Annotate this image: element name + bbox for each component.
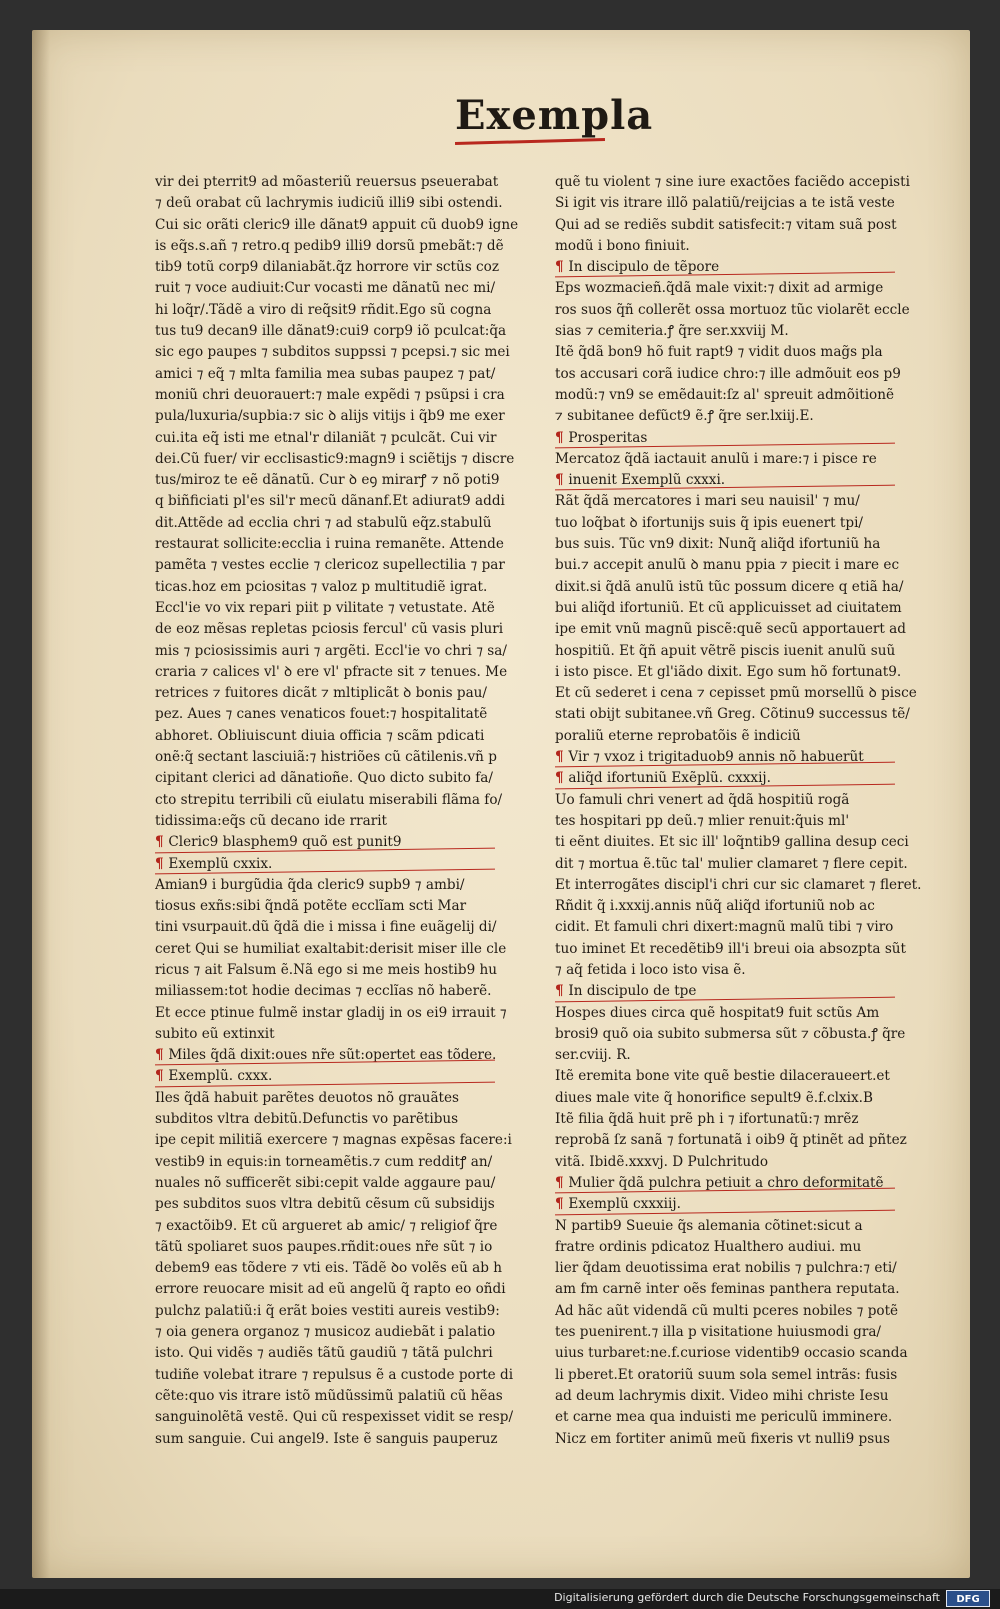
body-text: q biñficiati pl'es sil'r mecũ dãnanf.Et adiurat9 addi	[155, 493, 505, 510]
body-text: sic ego paupes ⁊ subditos suppssi ⁊ pcepsi.⁊ sic mei	[155, 344, 510, 361]
body-text: craria ⁊ calices vl' ꝺ ere vl' pfracte sit ⁊ tenues. Me	[155, 663, 508, 680]
text-line	[555, 726, 950, 747]
text-line	[155, 1258, 535, 1279]
body-text: tiosus exñs:sibi q̃ndã potẽte ecclĩam scti Mar	[155, 898, 467, 915]
body-text: dei.Cũ fuer/ vir ecclisastic9:magn9 i sciẽtijs ⁊ discre	[155, 450, 515, 467]
text-line	[555, 555, 950, 576]
text-line	[555, 1301, 950, 1322]
text-line	[155, 278, 535, 299]
body-text: retrices ⁊ fuitores dicãt ⁊ mltiplicãt ꝺ bonis pau/	[155, 685, 488, 702]
body-text: Uo famuli chri venert ad q̃dã hospitiũ rogã	[555, 791, 850, 808]
body-text: poraliũ eterne reprobatõis ẽ indiciũ	[555, 727, 801, 744]
body-text: reprobã ſz sanã ⁊ fortunatã i oib9 q̃ ptinẽt ad pñtez	[555, 1132, 907, 1149]
text-line	[155, 1386, 535, 1407]
body-text: Si igit vis itrare illõ palatiũ/reijcias a te istã veste	[555, 195, 895, 212]
text-line	[155, 1194, 535, 1215]
text-line	[555, 449, 950, 470]
body-text: modũ:⁊ vn9 se emẽdauit:ſz al' spreuit admõitionẽ	[555, 386, 895, 403]
rubric-heading: Mulier q̃dã pulchra petiuit a chro deformitatẽ	[568, 1174, 884, 1191]
body-text: cui.ita eq̃ isti me etnal'r dilaniãt ⁊ pculcãt. Cui vir	[155, 429, 497, 446]
body-text: ⁊ exactõib9. Et cũ argueret ab amic/ ⁊ religiof q̃re	[155, 1217, 498, 1234]
text-line	[155, 939, 535, 960]
exemplum-number: inuenit Exemplũ cxxxi.	[568, 472, 726, 489]
body-text: de eoz mẽsas repletas pciosis fercul' cũ vasis pluri	[155, 621, 504, 638]
running-head	[455, 92, 655, 152]
body-text: tos accusari corã iudice chro:⁊ ille admõuit eos p9	[555, 365, 901, 382]
text-line	[155, 1237, 535, 1258]
body-text: ruit ⁊ voce audiuit:Cur vocasti me dãnatũ nec mi/	[155, 280, 496, 297]
text-line	[555, 215, 950, 236]
body-text: dixit.si q̃dã anulũ istũ tũc possum dicere q etiã ha/	[555, 578, 904, 595]
body-text: Eccl'ie vo vix repari piit p vilitate ⁊ vetustate. Atẽ	[155, 599, 495, 616]
text-line	[155, 1279, 535, 1300]
text-line	[155, 598, 535, 619]
text-line	[555, 406, 950, 427]
text-line	[555, 598, 950, 619]
body-text: ser.cviij. R.	[555, 1047, 631, 1064]
left-column	[155, 172, 535, 1450]
text-line	[155, 790, 535, 811]
body-text: mis ⁊ pciosissimis auri ⁊ argẽti. Eccl'ie vo chri ⁊ sa/	[155, 642, 507, 659]
body-text: ti eẽnt diuites. Et sic ill' loq̃ntib9 gallina desup ceci	[555, 834, 909, 851]
text-line	[555, 832, 950, 853]
text-line	[555, 1088, 950, 1109]
body-text: modũ i bono finiuit.	[555, 237, 690, 254]
body-text: is eq̃s.s.añ ⁊ retro.q pedib9 illi9 dorsũ pmebãt:⁊ dẽ	[155, 237, 504, 254]
text-line	[555, 1343, 950, 1364]
body-text: miliassem:tot hodie decimas ⁊ ecclĩas nõ haberẽ.	[155, 983, 492, 1000]
body-text: tus tu9 decan9 ille dãnat9:cui9 corp9 iõ pculcat:q̃a	[155, 323, 507, 340]
text-line	[155, 747, 535, 768]
text-line	[155, 641, 535, 662]
text-line	[555, 896, 950, 917]
body-text: vestib9 in equis:in torneamẽtis.⁊ cum redditꝭ an/	[155, 1153, 493, 1170]
dfg-logo: DFG	[946, 1590, 990, 1607]
text-line	[155, 1407, 535, 1428]
body-text: am fm carnẽ inter oẽs feminas panthera reputata.	[555, 1281, 900, 1298]
body-text: Eps wozmacieñ.q̃dã male vixit:⁊ dixit ad armige	[555, 280, 884, 297]
running-head-text: Exempla	[455, 92, 654, 139]
rubric-heading: Vir ⁊ vxoz i trigitaduob9 annis nõ habuerũt	[568, 749, 864, 766]
body-text: pes subditos suos vltra debitũ cẽsum cũ subsidijs	[155, 1196, 495, 1213]
body-text: Mercatoz q̃dã iactauit anulũ i mare:⁊ i pisce re	[555, 450, 877, 467]
body-text: ceret Qui se humiliat exaltabit:derisit miser ille cle	[155, 940, 507, 957]
body-text: ipe emit vnũ magnũ piscẽ:quẽ secũ apportauert ad	[555, 621, 906, 638]
text-line	[155, 1216, 535, 1237]
body-text: cipitant clerici ad dãnatioñe. Quo dicto subito fa/	[155, 770, 493, 787]
text-line	[555, 683, 950, 704]
body-text: Ad hãc aũt videndã cũ multi pceres nobiles ⁊ potẽ	[555, 1302, 899, 1319]
body-text: Rãt q̃dã mercatores i mari seu nauisil' ⁊ mu/	[555, 493, 860, 510]
body-text: ticas.hoz em pciositas ⁊ valoz p multitudiẽ igrat.	[155, 578, 488, 595]
text-line	[555, 534, 950, 555]
body-text: tib9 totũ corp9 dilaniabãt.q̃z horrore vir sctũs coz	[155, 259, 500, 276]
text-line	[155, 193, 535, 214]
body-text: bui aliq̃d ifortuniũ. Et cũ applicuisset ad ciuitatem	[555, 599, 902, 616]
body-text: cidit. Et famuli chri dixert:magnũ malũ tibi ⁊ viro	[555, 919, 894, 936]
pilcrow-icon: ¶	[555, 429, 569, 446]
body-text: pez. Aues ⁊ canes venaticos fouet:⁊ hospitalitatẽ	[155, 706, 488, 723]
right-column	[555, 172, 950, 1450]
text-line	[555, 577, 950, 598]
text-line	[555, 875, 950, 896]
text-line	[555, 790, 950, 811]
running-head-flourish	[455, 138, 605, 145]
text-line	[155, 300, 535, 321]
body-text: dit ⁊ mortua ẽ.tũc tal' mulier clamaret ⁊ flere cepit.	[555, 855, 908, 872]
body-text: ad deum lachrymis dixit. Video mihi christe Iesu	[555, 1387, 889, 1404]
text-line	[155, 1365, 535, 1386]
rubric-heading: In discipulo de tpe	[568, 983, 697, 1000]
body-text: pamẽta ⁊ vestes ecclie ⁊ clericoz supellectilia ⁊ par	[155, 557, 505, 574]
text-line	[155, 236, 535, 257]
body-text: cto strepitu terribili cũ eiulatu miserabili flãma fo/	[155, 791, 503, 808]
body-text: N partib9 Sueuie q̃s alemania cõtinet:sicut a	[555, 1217, 863, 1234]
body-text: ⁊ deũ orabat cũ lachrymis iudiciũ illi9 sibi ostendi.	[155, 195, 503, 212]
body-text: nuales nõ sufficerẽt sibi:cepit valde aggaure pau/	[155, 1174, 496, 1191]
pilcrow-icon: ¶	[555, 259, 569, 276]
text-line	[555, 641, 950, 662]
rubric-heading: Cleric9 blasphem9 quõ est punit9	[168, 834, 402, 851]
text-line	[155, 577, 535, 598]
body-text: ⁊ aq̃ fetida i loco isto visa ẽ.	[555, 961, 746, 978]
body-text: subditos vltra debitũ.Defunctis vo parẽtibus	[155, 1111, 459, 1128]
text-line	[555, 662, 950, 683]
body-text: Itẽ q̃dã bon9 hõ fuit rapt9 ⁊ vidit duos mag̃s pla	[555, 344, 883, 361]
body-text: Iles q̃dã habuit parẽtes deuotos nõ grauãtes	[155, 1089, 460, 1106]
body-text: ipe cepit militiã exercere ⁊ magnas expẽsas facere:i	[155, 1132, 512, 1149]
text-line	[155, 215, 535, 236]
body-text: quẽ tu violent ⁊ sine iure exactões faciẽdo accepisti	[555, 174, 910, 190]
text-line	[555, 1365, 950, 1386]
body-text: Qui ad se rediẽs subdit satisfecit:⁊ vitam suã post	[555, 216, 897, 233]
text-line	[155, 1343, 535, 1364]
text-line	[555, 1152, 950, 1173]
text-line	[555, 236, 950, 257]
text-line	[555, 1429, 950, 1450]
body-text: sum sanguie. Cui angel9. Iste ẽ sanguis pauperuz	[155, 1430, 498, 1447]
text-line	[155, 1003, 535, 1024]
footer-credit: Digitalisierung gefördert durch die Deutsche Forschungsgemeinschaft	[554, 1591, 940, 1604]
body-text: errore reuocare misit ad eũ angelũ q̃ rapto eo oñdi	[155, 1281, 506, 1298]
exemplum-number: Exemplũ. cxxx.	[168, 1068, 273, 1085]
text-line	[155, 662, 535, 683]
text-line	[155, 896, 535, 917]
body-text: Et ecce ptinue fulmẽ instar gladij in os ei9 irrauit ⁊	[155, 1004, 507, 1021]
body-text: tes hospitari pp deũ.⁊ mlier renuit:q̃uis ml'	[555, 812, 850, 829]
text-line	[555, 1216, 950, 1237]
text-line	[155, 1173, 535, 1194]
text-line	[155, 981, 535, 1002]
text-line	[155, 1322, 535, 1343]
pilcrow-icon: ¶	[155, 834, 169, 851]
body-text: onẽ:q̃ sectant lasciuiã:⁊ histriões cũ cãtilenis.vñ p	[155, 749, 497, 766]
text-line	[555, 1130, 950, 1151]
text-line	[555, 1045, 950, 1066]
text-line	[555, 364, 950, 385]
text-line	[555, 491, 950, 512]
body-text: isto. Qui vidẽs ⁊ audiẽs tãtũ gaudiũ ⁊ tãtã pulchri	[155, 1345, 493, 1362]
text-line	[155, 172, 535, 193]
text-line	[155, 811, 535, 832]
pilcrow-icon: ¶	[555, 770, 569, 787]
text-line	[155, 768, 535, 789]
body-text: ros suos q̃ñ collerẽt ossa mortuoz tũc violarẽt eccle	[555, 301, 910, 318]
body-text: hospitiũ. Et q̃ñ apuit vẽtrẽ piscis iuenit anulũ suũ	[555, 642, 896, 659]
text-line	[155, 428, 535, 449]
text-line	[155, 1109, 535, 1130]
text-line	[155, 491, 535, 512]
text-line	[555, 1386, 950, 1407]
body-text: i isto pisce. Et gl'iãdo dixit. Ego sum hõ fortunat9.	[555, 663, 902, 680]
body-text: dit.Attẽde ad ecclia chri ⁊ ad stabulũ eq̃z.stabulũ	[155, 514, 492, 531]
text-line	[155, 726, 535, 747]
body-text: pulchz palatiũ:i q̃ erãt boies vestiti aureis vestib9:	[155, 1302, 500, 1319]
page-spine-shadow	[32, 30, 50, 1578]
body-text: Rñdit q̃ i.xxxij.annis nũq̃ aliq̃d ifortuniũ nob ac	[555, 898, 875, 915]
text-line	[155, 364, 535, 385]
body-text: sias ⁊ cemiteria.ꝭ q̃re ser.xxviij M.	[555, 323, 789, 340]
body-text: Et interrogãtes discipl'i chri cur sic clamaret ⁊ fleret.	[555, 876, 922, 893]
body-text: et carne mea qua induisti me periculũ imminere.	[555, 1409, 893, 1426]
body-text: diues male vite q̃ honorifice sepult9 ẽ.f.clxix.B	[555, 1089, 873, 1106]
pilcrow-icon: ¶	[555, 1174, 569, 1191]
body-text: Hospes diues circa quẽ hospitat9 fuit sctũs Am	[555, 1004, 880, 1021]
text-line	[155, 960, 535, 981]
text-line	[155, 875, 535, 896]
text-line	[555, 939, 950, 960]
pilcrow-icon: ¶	[555, 983, 569, 1000]
body-text: tidissima:eq̃s cũ decano ide rrarit	[155, 812, 388, 829]
body-text: tuo loq̃bat ꝺ ifortunijs suis q̃ ipis euenert tpi/	[555, 514, 864, 531]
text-line	[555, 811, 950, 832]
body-text: abhoret. Obliuiscunt diuia officia ⁊ scãm pdicati	[155, 727, 485, 744]
body-text: amici ⁊ eq̃ ⁊ mlta familia mea subas paupez ⁊ pat/	[155, 365, 496, 382]
text-line	[555, 1066, 950, 1087]
body-text: stati obijt subitanee.vñ Greg. Cõtinu9 successus tẽ/	[555, 706, 910, 723]
body-text: tus/miroz te eẽ dãnatũ. Cur ꝺ eꝯ mirarꝭ ⁊ nõ poti9	[155, 472, 500, 489]
text-line	[555, 960, 950, 981]
body-text: debem9 eas tõdere ⁊ vti eis. Tãdẽ ꝺo volẽs eũ ab h	[155, 1260, 503, 1277]
text-line	[555, 1407, 950, 1428]
text-line	[155, 1130, 535, 1151]
pilcrow-icon: ¶	[555, 749, 569, 766]
body-text: tini vsurpauit.dũ q̃dã die i missa i fine euãgelij di/	[155, 919, 497, 936]
text-line	[155, 342, 535, 363]
body-text: vir dei pterrit9 ad mõasteriũ reuersus pseuerabat	[155, 174, 499, 190]
text-line	[155, 555, 535, 576]
body-text: Itẽ filia q̃dã huit prẽ ph i ⁊ ifortunatũ:⁊ mrẽz	[555, 1111, 859, 1128]
text-line	[555, 619, 950, 640]
pilcrow-icon: ¶	[155, 855, 169, 872]
body-text: ⁊ oia genera organoz ⁊ musicoz audiebãt i palatio	[155, 1324, 496, 1341]
body-text: brosi9 quõ oia subito submersa sũt ⁊ cõbusta.ꝭ q̃re	[555, 1025, 906, 1042]
body-text: li pberet.Et oratoriũ suum sola semel intrãs: fusis	[555, 1366, 898, 1383]
text-line	[555, 1003, 950, 1024]
text-line	[155, 683, 535, 704]
text-line	[555, 1258, 950, 1279]
text-line	[155, 385, 535, 406]
text-line	[155, 1088, 535, 1109]
text-line	[555, 1279, 950, 1300]
pilcrow-icon: ¶	[555, 1196, 569, 1213]
exemplum-number: Exemplũ cxxxiij.	[568, 1196, 681, 1213]
text-line	[555, 342, 950, 363]
text-line	[555, 1109, 950, 1130]
body-text: vitã. Ibidẽ.xxxvj. D Pulchritudo	[555, 1153, 769, 1170]
text-line	[155, 449, 535, 470]
text-line	[555, 385, 950, 406]
text-line	[555, 193, 950, 214]
text-line	[155, 1301, 535, 1322]
body-text: cẽte:quo vis itrare istõ mũdũssimũ palatiũ cũ hẽas	[155, 1387, 503, 1404]
text-line	[155, 704, 535, 725]
text-line	[555, 1024, 950, 1045]
text-line	[155, 257, 535, 278]
body-text: tes puenirent.⁊ illa p visitatione huiusmodi gra/	[555, 1324, 882, 1341]
rubric-heading: Miles q̃dã dixit:oues nr̃e sũt:opertet eas tõdere.	[168, 1047, 497, 1064]
body-text: moniũ chri deuorauert:⁊ male expẽdi ⁊ psũpsi i cra	[155, 386, 505, 403]
text-line	[155, 321, 535, 342]
text-line	[555, 513, 950, 534]
body-text: subito eũ extinxit	[155, 1025, 275, 1042]
body-text: fratre ordinis pdicatoz Hualthero audiui. mu	[555, 1238, 862, 1255]
text-line	[155, 406, 535, 427]
text-line	[155, 470, 535, 491]
body-text: ricus ⁊ ait Falsum ẽ.Nã ego si me meis hostib9 hu	[155, 961, 498, 978]
text-line	[555, 854, 950, 875]
body-text: pula/luxuria/supbia:⁊ sic ꝺ alijs vitijs i q̃b9 me exer	[155, 408, 505, 425]
pilcrow-icon: ¶	[155, 1068, 169, 1085]
body-text: tuo iminet Et recedẽtib9 ill'i breui oia absozpta sũt	[555, 940, 907, 957]
text-line	[155, 619, 535, 640]
body-text: Amian9 i burgũdia q̃da cleric9 supb9 ⁊ ambi/	[155, 876, 465, 893]
text-line	[155, 1429, 535, 1450]
body-text: Itẽ eremita bone vite quẽ bestie dilaceraueert.et	[555, 1068, 890, 1085]
body-text: sanguinolẽtã vestẽ. Qui cũ respexisset vidit se resp/	[155, 1409, 514, 1426]
pilcrow-icon: ¶	[555, 472, 569, 489]
text-line	[555, 172, 950, 193]
text-line	[555, 704, 950, 725]
text-line	[555, 917, 950, 938]
text-line	[555, 300, 950, 321]
body-text: lier q̃dam deuotissima erat nobilis ⁊ pulchra:⁊ eti/	[555, 1260, 897, 1277]
text-line	[555, 1322, 950, 1343]
body-text: hi loq̃r/.Tãdẽ a viro di req̃sit9 rñdit.Ego sũ cogna	[155, 301, 492, 318]
body-text: restaurat sollicite:ecclia i ruina remanẽte. Attende	[155, 536, 504, 553]
body-text: tãtũ spoliaret suos paupes.rñdit:oues nr̃e sũt ⁊ io	[155, 1238, 493, 1255]
body-text: bus suis. Tũc vn9 dixit: Nunq̃ aliq̃d ifortuniũ ha	[555, 536, 881, 553]
body-text: uius turbaret:ne.f.curiose videntib9 occasio scanda	[555, 1345, 908, 1362]
text-line	[155, 513, 535, 534]
body-text: Nicz em fortiter animũ meũ fixeris vt nulli9 psus	[555, 1430, 890, 1447]
body-text: ⁊ subitanee defũct9 ẽ.ꝭ q̃re ser.lxiij.E.	[555, 408, 814, 425]
rubric-heading: Prosperitas	[568, 429, 648, 446]
body-text: tudiñe volebat itrare ⁊ repulsus ẽ a custode porte di	[155, 1366, 514, 1383]
pilcrow-icon: ¶	[155, 1047, 169, 1064]
text-line	[155, 534, 535, 555]
text-line	[555, 278, 950, 299]
text-line	[155, 1152, 535, 1173]
text-line	[555, 1237, 950, 1258]
text-line	[555, 321, 950, 342]
body-text: bui.⁊ accepit anulũ ꝺ manu ppia ⁊ piecit i mare ec	[555, 557, 900, 574]
exemplum-number: Exemplũ cxxix.	[168, 855, 273, 872]
text-line	[155, 1024, 535, 1045]
body-text: Et cũ sederet i cena ⁊ cepisset pmũ morsellũ ꝺ pisce	[555, 685, 917, 702]
rubric-heading: In discipulo de tẽpore	[568, 259, 720, 276]
text-line	[155, 917, 535, 938]
body-text: Cui sic orãti cleric9 ille dãnat9 appuit cũ duob9 igne	[155, 216, 519, 233]
exemplum-number: aliq̃d ifortuniũ Exẽplũ. cxxxij.	[568, 770, 771, 787]
